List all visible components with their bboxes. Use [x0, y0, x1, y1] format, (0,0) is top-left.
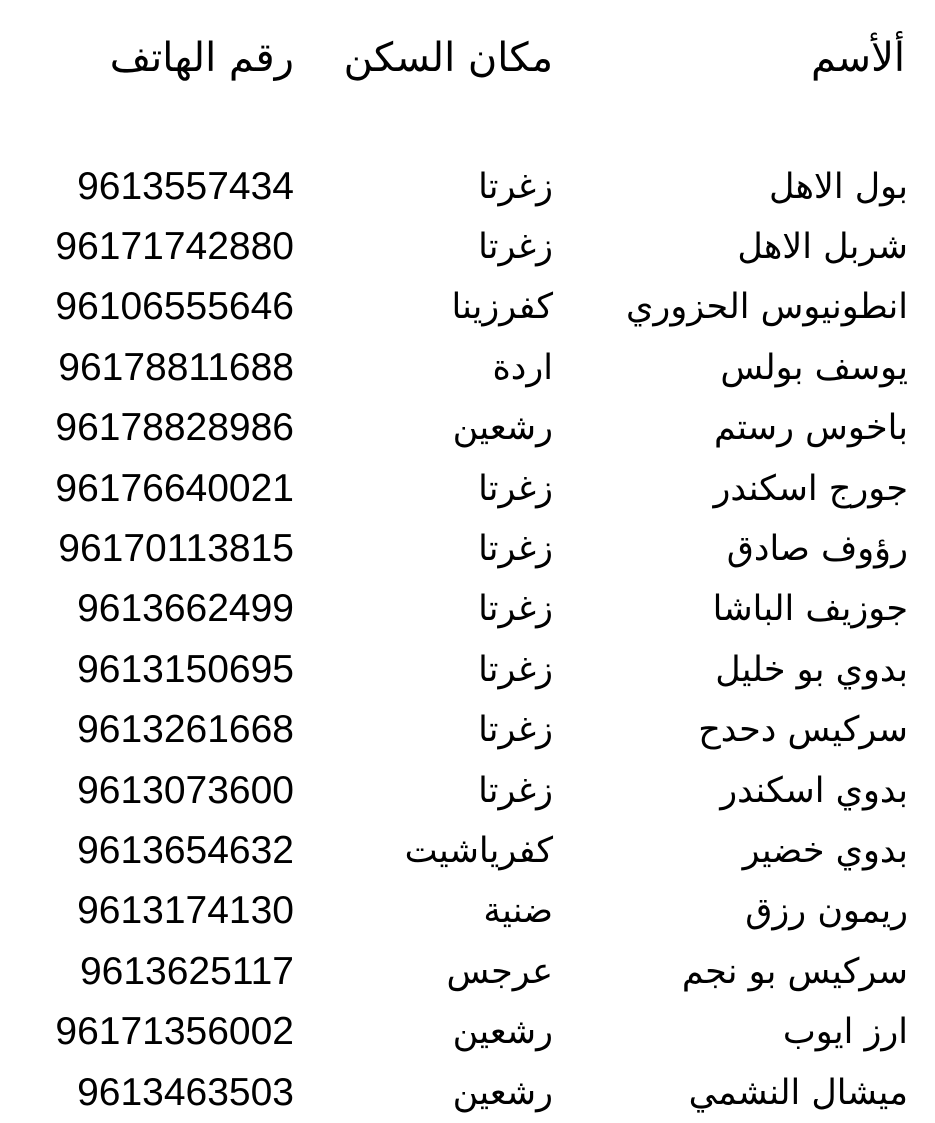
- row-residence: عرجس: [446, 952, 553, 992]
- row-name: سركيس بو نجم: [681, 952, 908, 992]
- table-row: [0, 821, 935, 881]
- row-residence: رشعين: [452, 1012, 553, 1052]
- row-phone: 9613557434: [77, 165, 294, 208]
- row-name: ريمون رزق: [745, 891, 908, 931]
- row-name: ميشال النشمي: [688, 1073, 908, 1113]
- table-row: [0, 1063, 935, 1123]
- row-name: بدوي خضير: [742, 831, 908, 871]
- row-residence: زغرتا: [478, 529, 553, 569]
- table-row: [0, 579, 935, 639]
- table-row: [0, 700, 935, 760]
- row-residence: زغرتا: [478, 650, 553, 690]
- row-name: انطونيوس الحزوري: [626, 287, 908, 327]
- table-row: [0, 398, 935, 458]
- row-phone: 9613463503: [77, 1071, 294, 1114]
- row-name: بدوي بو خليل: [715, 650, 908, 690]
- row-residence: كفرياشيت: [404, 831, 553, 871]
- row-phone: 9613174130: [77, 889, 294, 932]
- row-residence: زغرتا: [478, 469, 553, 509]
- row-residence: زغرتا: [478, 227, 553, 267]
- row-phone: 96106555646: [55, 285, 294, 328]
- table-header: [0, 28, 935, 88]
- row-name: باخوس رستم: [713, 408, 908, 448]
- table-row: [0, 640, 935, 700]
- row-residence: ضنية: [483, 891, 553, 931]
- row-phone: 9613625117: [79, 950, 294, 993]
- row-name: جوزيف الباشا: [712, 589, 908, 629]
- row-phone: 9613261668: [77, 708, 294, 751]
- table-row: [0, 519, 935, 579]
- row-name: بدوي اسكندر: [720, 771, 908, 811]
- table-row: [0, 157, 935, 217]
- row-residence: كفرزينا: [451, 287, 553, 327]
- row-residence: زغرتا: [478, 710, 553, 750]
- row-residence: زغرتا: [478, 167, 553, 207]
- row-name: شربل الاهل: [737, 227, 908, 267]
- row-residence: اردة: [492, 348, 553, 388]
- row-name: سركيس دحدح: [698, 710, 908, 750]
- row-phone: 9613654632: [77, 829, 294, 872]
- table-row: [0, 277, 935, 337]
- row-residence: رشعين: [452, 1073, 553, 1113]
- row-residence: رشعين: [452, 408, 553, 448]
- table-row: [0, 942, 935, 1002]
- row-phone: 96171356002: [55, 1010, 294, 1053]
- row-phone: 96178811688: [58, 346, 294, 389]
- row-phone: 96178828986: [55, 406, 294, 449]
- row-phone: 96170113815: [58, 527, 294, 570]
- table-row: [0, 459, 935, 519]
- header-residence: مكان السكن: [343, 35, 553, 81]
- row-name: جورج اسكندر: [713, 469, 908, 509]
- table-row: [0, 1002, 935, 1062]
- row-name: ارز ايوب: [782, 1012, 908, 1052]
- table-row: [0, 338, 935, 398]
- row-residence: زغرتا: [478, 589, 553, 629]
- row-name: يوسف بولس: [720, 348, 908, 388]
- row-phone: 9613073600: [77, 769, 294, 812]
- header-phone: رقم الهاتف: [109, 35, 294, 81]
- row-phone: 96176640021: [55, 467, 294, 510]
- table-row: [0, 761, 935, 821]
- row-name: رؤوف صادق: [726, 529, 908, 569]
- table-row: [0, 881, 935, 941]
- row-residence: زغرتا: [478, 771, 553, 811]
- row-name: بول الاهل: [768, 167, 908, 207]
- row-phone: 96171742880: [55, 225, 294, 268]
- header-name: ألأسم: [810, 35, 905, 81]
- row-phone: 9613150695: [77, 648, 294, 691]
- row-phone: 9613662499: [77, 587, 294, 630]
- table-row: [0, 217, 935, 277]
